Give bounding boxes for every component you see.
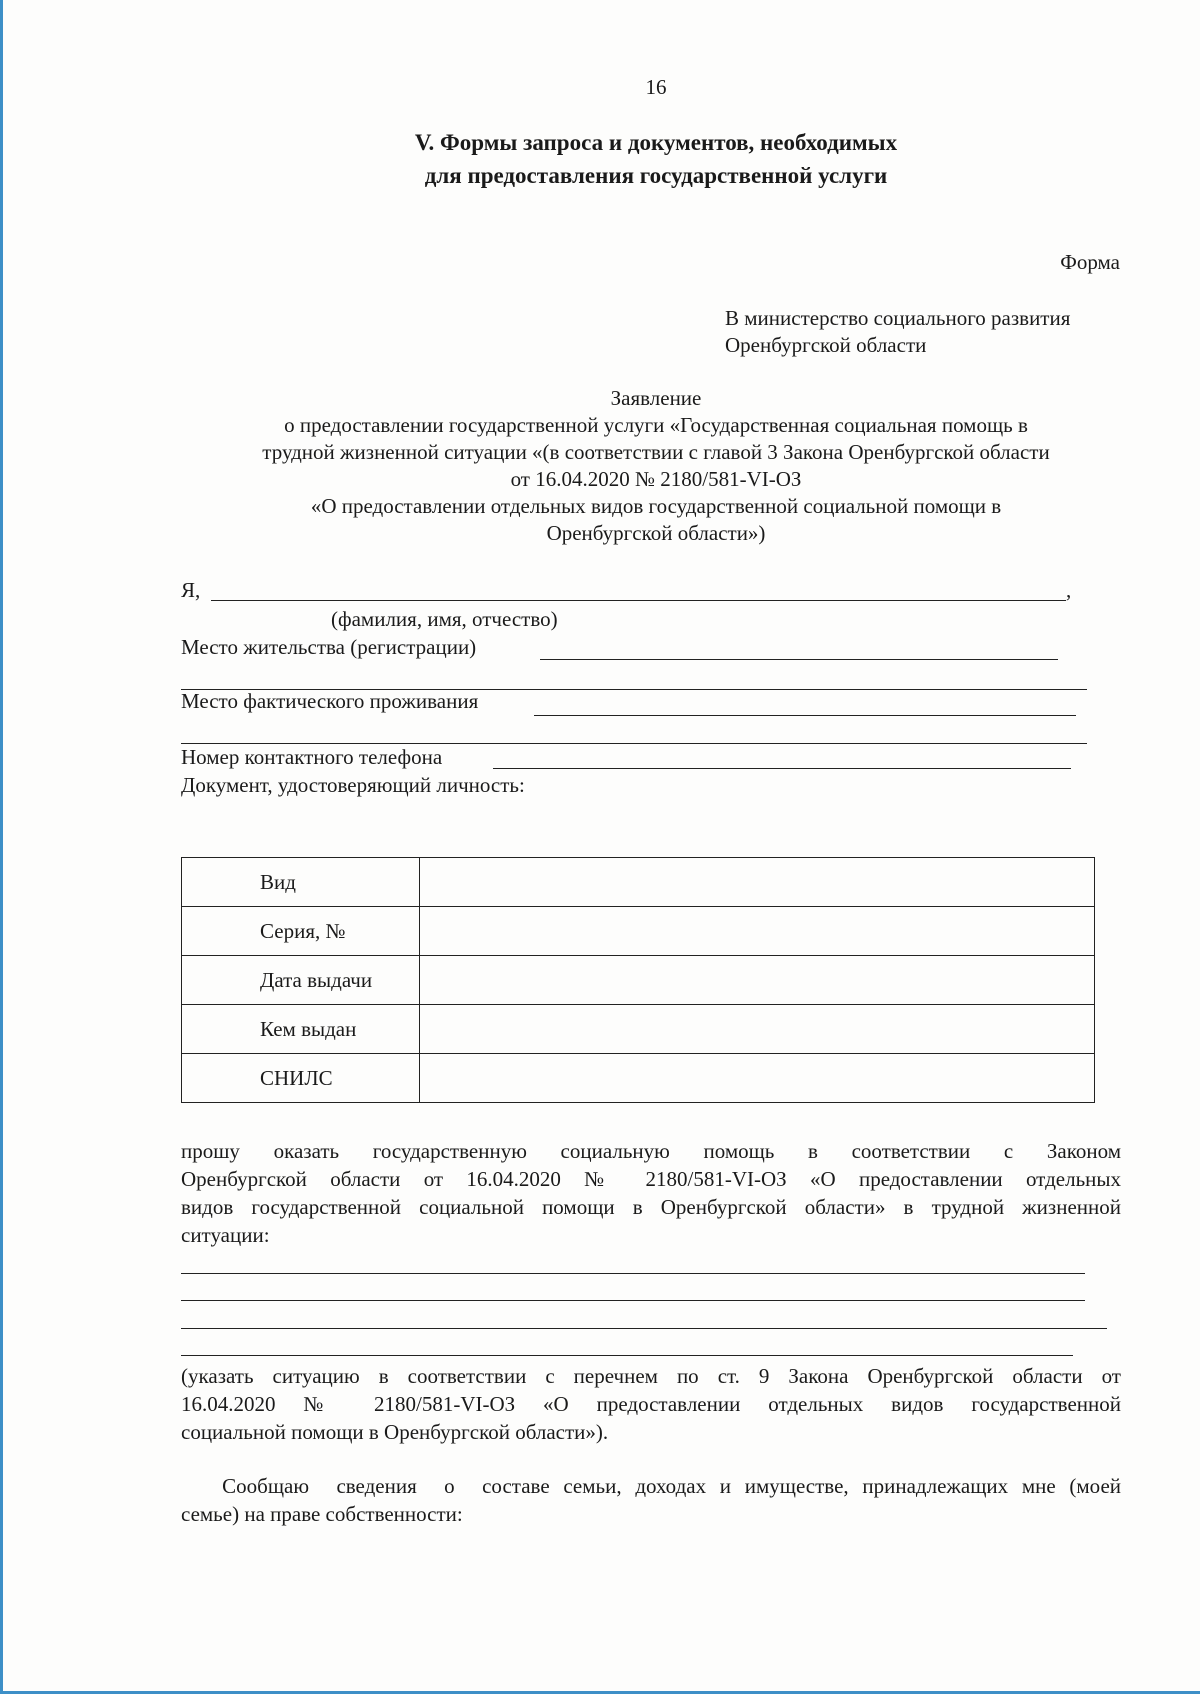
phone-input-line[interactable]: [493, 768, 1071, 769]
situation-input-line-4[interactable]: [181, 1355, 1073, 1356]
addressee-line-1: В министерство социального развития: [725, 306, 1071, 330]
family-paragraph-line-2: семье) на праве собственности:: [181, 1502, 463, 1526]
application-subtitle-line-3: от 16.04.2020 № 2180/581-VI-ОЗ: [510, 467, 802, 491]
id-doc-issue-date-value[interactable]: [419, 956, 1094, 1005]
request-paragraph-line-4: ситуации:: [181, 1223, 270, 1247]
snils-value[interactable]: [419, 1054, 1094, 1103]
application-subtitle-line-4: «О предоставлении отдельных видов государственной социальной помощи в: [310, 494, 1002, 518]
residence-label: Место жительства (регистрации): [181, 635, 477, 659]
situation-note: [181, 1362, 1121, 1446]
i-prefix: Я,: [181, 578, 201, 602]
actual-residence-input-line[interactable]: [534, 715, 1076, 716]
table-row: [182, 1054, 1095, 1103]
i-suffix: ,: [1066, 578, 1072, 602]
table-row: [182, 1005, 1095, 1054]
id-doc-series-value[interactable]: [419, 907, 1094, 956]
situation-note-line-2: 16.04.2020 № 2180/581-VI-ОЗ «О предоставлении отдельных видов государственной: [181, 1392, 1121, 1416]
id-doc-series-label: Серия, №: [182, 907, 420, 956]
family-paragraph-line-1: Сообщаю сведения о составе семьи, доходах и имуществе, принадлежащих мне (моей: [181, 1474, 1121, 1498]
application-subtitle-line-2: трудной жизненной ситуации «(в соответствии с главой 3 Закона Оренбургской области: [262, 440, 1050, 464]
situation-note-line-3: социальной помощи в Оренбургской области»).: [181, 1420, 609, 1444]
request-paragraph-line-3: видов государственной социальной помощи в Оренбургской области» в трудной жизненной: [181, 1195, 1121, 1219]
page-number: 16: [645, 75, 667, 99]
request-paragraph-line-2: Оренбургской области от 16.04.2020 № 2180/581-VI-ОЗ «О предоставлении отдельных: [181, 1167, 1121, 1191]
section-title-line-2: для предоставления государственной услуги: [424, 163, 888, 188]
addressee-line-2: Оренбургской области: [725, 333, 927, 357]
section-title-line-1: V. Формы запроса и документов, необходимых: [414, 130, 898, 155]
application-subtitle-line-5: Оренбургской области»): [546, 521, 766, 545]
application-subtitle-line-1: о предоставлении государственной услуги «Государственная социальная помощь в: [284, 413, 1028, 437]
situation-input-line-1[interactable]: [181, 1273, 1085, 1274]
id-doc-issued-by-label: Кем выдан: [182, 1005, 420, 1054]
request-paragraph: [181, 1137, 1121, 1249]
residence-input-line[interactable]: [540, 659, 1058, 660]
fio-caption: (фамилия, имя, отчество): [331, 607, 558, 631]
snils-label: СНИЛС: [182, 1054, 420, 1103]
family-paragraph: [181, 1472, 1121, 1528]
actual-residence-label: Место фактического проживания: [181, 689, 479, 713]
id-doc-issue-date-label: Дата выдачи: [182, 956, 420, 1005]
id-doc-type-value[interactable]: [419, 858, 1094, 907]
situation-input-line-2[interactable]: [181, 1300, 1085, 1301]
table-row: [182, 858, 1095, 907]
table-row: [182, 956, 1095, 1005]
form-label: Форма: [1060, 250, 1120, 274]
table-row: [182, 907, 1095, 956]
id-document-table: [181, 857, 1095, 1103]
phone-label: Номер контактного телефона: [181, 745, 443, 769]
fio-input-line[interactable]: [211, 600, 1066, 601]
application-title: Заявление: [610, 386, 702, 410]
id-document-label: Документ, удостоверяющий личность:: [181, 773, 525, 797]
id-doc-type-label: Вид: [182, 858, 420, 907]
situation-note-line-1: (указать ситуацию в соответствии с перечнем по ст. 9 Закона Оренбургской области от: [181, 1364, 1121, 1388]
request-paragraph-line-1: прошу оказать государственную социальную помощь в соответствии с Законом: [181, 1139, 1121, 1163]
situation-input-line-3[interactable]: [181, 1328, 1107, 1329]
id-doc-issued-by-value[interactable]: [419, 1005, 1094, 1054]
